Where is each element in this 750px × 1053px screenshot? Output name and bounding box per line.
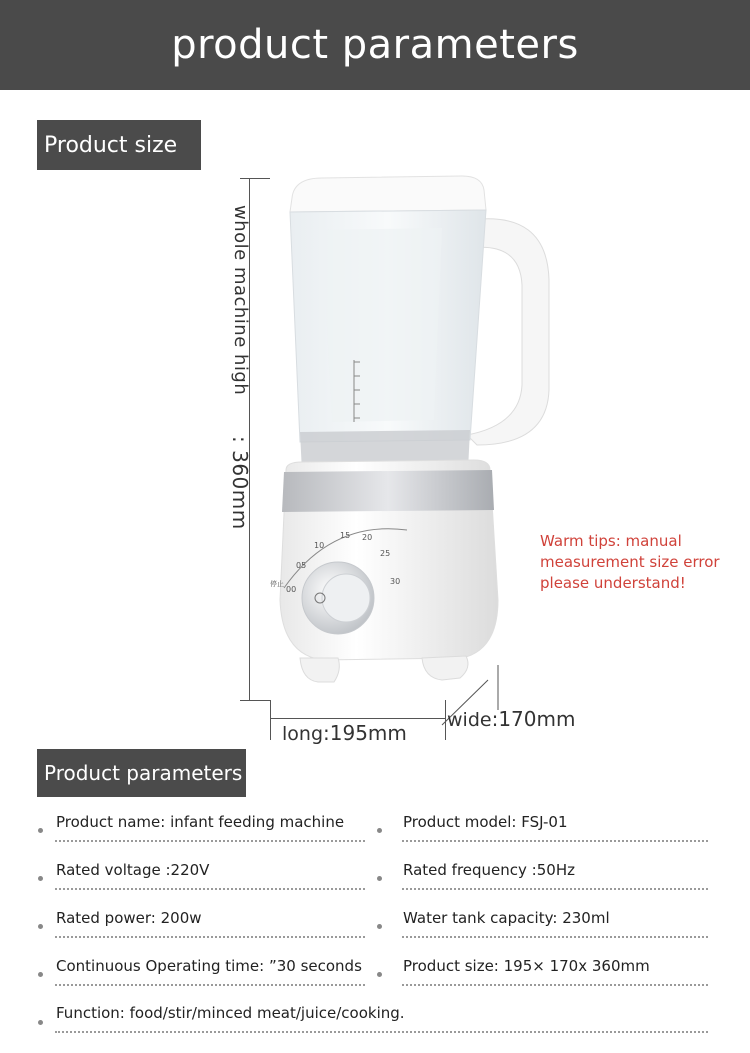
- product-size-heading: [37, 120, 201, 170]
- page-banner: [0, 0, 750, 90]
- param-product-model: Product model: FSJ-01: [403, 813, 568, 831]
- bullet-dot: [38, 972, 43, 977]
- bullet-dot: [38, 828, 43, 833]
- param-divider: [55, 1031, 708, 1033]
- param-divider: [55, 840, 365, 842]
- param-water-tank-capacity: Water tank capacity: 230ml: [403, 909, 610, 927]
- param-divider: [402, 936, 708, 938]
- svg-text:10: 10: [314, 541, 325, 550]
- svg-text:30: 30: [390, 577, 401, 586]
- param-operating-time: Continuous Operating time: ”30 seconds: [56, 957, 362, 975]
- param-divider: [55, 888, 365, 890]
- param-divider: [55, 936, 365, 938]
- blender-illustration: [262, 170, 562, 700]
- banner-title: product parameters: [171, 22, 579, 68]
- bullet-dot: [38, 924, 43, 929]
- wide-dimension-text: [447, 707, 575, 731]
- wide-value: :170mm: [491, 707, 576, 731]
- svg-text:15: 15: [340, 531, 351, 540]
- param-divider: [55, 984, 365, 986]
- product-parameters-heading: [37, 749, 246, 797]
- long-label: long: [282, 723, 324, 745]
- svg-text:05: 05: [296, 561, 307, 570]
- bullet-dot: [377, 876, 382, 881]
- param-divider: [402, 888, 708, 890]
- param-rated-power: Rated power: 200w: [56, 909, 202, 927]
- bullet-dot: [38, 876, 43, 881]
- warm-tips-text: Warm tips: manual measurement size error please understand!: [540, 532, 720, 592]
- bullet-dot: [38, 1020, 43, 1025]
- bullet-dot: [377, 972, 382, 977]
- wide-label: wide: [447, 709, 492, 731]
- svg-text:停止: 停止: [270, 580, 284, 588]
- height-dimension-text: [216, 205, 252, 535]
- bullet-dot: [377, 828, 382, 833]
- param-function: Function: food/stir/minced meat/juice/cooking.: [56, 1004, 405, 1022]
- svg-text:00: 00: [286, 585, 297, 594]
- long-dimension-line: [270, 718, 446, 719]
- product-size-heading-text: Product size: [44, 132, 178, 158]
- height-value: : 360mm: [228, 435, 252, 530]
- param-divider: [402, 984, 708, 986]
- height-label: whole machine high: [230, 205, 251, 396]
- param-rated-frequency: Rated frequency :50Hz: [403, 861, 575, 879]
- long-dimension-text: [282, 721, 407, 745]
- height-dimension-bottom-tick: [240, 700, 270, 701]
- bullet-dot: [377, 924, 382, 929]
- param-product-size: Product size: 195× 170x 360mm: [403, 957, 650, 975]
- param-rated-voltage: Rated voltage :220V: [56, 861, 210, 879]
- param-product-name: Product name: infant feeding machine: [56, 813, 345, 831]
- product-parameters-heading-text: Product parameters: [44, 761, 243, 785]
- svg-text:20: 20: [362, 533, 373, 542]
- svg-text:25: 25: [380, 549, 391, 558]
- long-value: :195mm: [323, 721, 407, 745]
- long-dimension-left-tick: [270, 700, 271, 740]
- param-divider: [402, 840, 708, 842]
